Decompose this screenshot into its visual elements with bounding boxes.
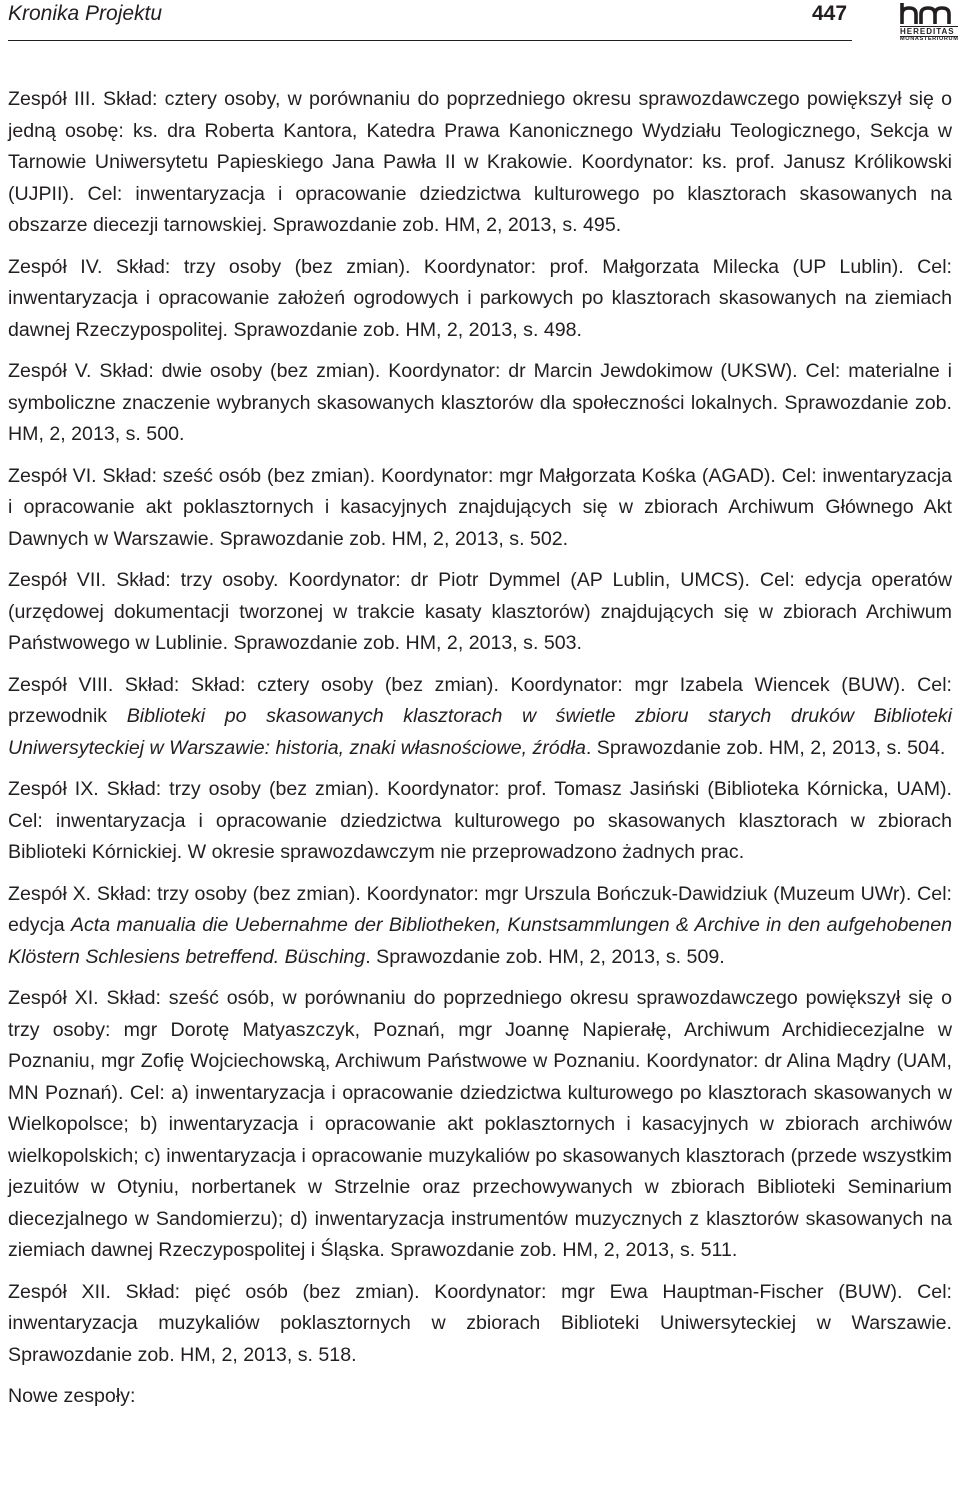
paragraph-zespol-7: Zespół VII. Skład: trzy osoby. Koordynator: dr Piotr Dymmel (AP Lublin, UMCS). Cel: edycja operatów (urzędowej dokumentacji tworzonej w trakcie kasaty klasztorów) znajdujących się w zbiorach Archiwum Państwowego w Lublinie. Sprawozdanie zob. HM, 2, 2013, s. 503.	[8, 569, 952, 654]
paragraph-nowe-zespoly: Nowe zespoły:	[8, 1385, 136, 1407]
page-number: 447	[812, 2, 848, 25]
article-body	[8, 84, 952, 1423]
page-header	[0, 0, 960, 48]
hm-logo-icon	[900, 3, 958, 25]
paragraph-zespol-12: Zespół XII. Skład: pięć osób (bez zmian). Koordynator: mgr Ewa Hauptman-Fischer (BUW). Cel: inwentaryzacja muzykaliów poklasztornych w zbiorach Biblioteki Uniwersyteckiej w Warszawie. Sprawozdanie zob. HM, 2, 2013, s. 518.	[8, 1280, 952, 1366]
logo-text-hereditas: HEREDITAS	[900, 27, 955, 36]
paragraph-zespol-5: Zespół V. Skład: dwie osoby (bez zmian). Koordynator: dr Marcin Jewdokimow (UKSW). Cel: materialne i symboliczne znaczenie wybranych skasowanych klasztorów dla społeczności lokalnych. Sprawozdanie zob. HM, 2, 2013, s. 500.	[8, 360, 952, 445]
paragraph-zespol-6: Zespół VI. Skład: sześć osób (bez zmian). Koordynator: mgr Małgorzata Kośka (AGAD). Cel: inwentaryzacja i opracowanie akt poklasztornych i kasacyjnych znajdujących się w zbiorach Archiwum Głównego Akt Dawnych w Warszawie. Sprawozdanie zob. HM, 2, 2013, s. 502.	[8, 464, 952, 550]
paragraph-zespol-4: Zespół IV. Skład: trzy osoby (bez zmian). Koordynator: prof. Małgorzata Milecka (UP Lublin). Cel: inwentaryzacja i opracowanie założeń ogrodowych i parkowych po klasztorach skasowanych na ziemiach dawnej Rzeczypospolitej. Sprawozdanie zob. HM, 2, 2013, s. 498.	[8, 255, 952, 341]
paragraph-zespol-3: Zespół III. Skład: cztery osoby, w porównaniu do poprzedniego okresu sprawozdawczego powiększył się o jedną osobę: ks. dra Roberta Kantora, Katedra Prawa Kanonicznego Wydziału Teologicznego, Sekcja w Tarnowie Uniwersytetu Papieskiego Jana Pawła II w Krakowie. Koordynator: ks. prof. Janusz Królikowski (UJPII). Cel: inwentaryzacja i opracowanie dziedzictwa kulturowego po klasztorach skasowanych na obszarze diecezji tarnowskiej. Sprawozdanie zob. HM, 2, 2013, s. 495.	[8, 88, 952, 236]
paragraph-zespol-10: Zespół X. Skład: trzy osoby (bez zmian). Koordynator: mgr Urszula Bończuk-Dawidziuk (Muzeum UWr). Cel: edycja Acta manualia die Uebernahme der Bibliotheken, Kunstsammlungen & Archive in den aufgehobenen Klöstern Schlesiens betreffend. Büsching. Sprawozdanie zob. HM, 2, 2013, s. 509.	[8, 882, 952, 968]
italic-title: Acta manualia die Uebernahme der Bibliotheken, Kunstsammlungen & Archive in den aufgehobenen Klöstern Schlesiens betreffend. Büsching	[8, 914, 952, 968]
paragraph-zespol-8: Zespół VIII. Skład: Skład: cztery osoby (bez zmian). Koordynator: mgr Izabela Wiencek (BUW). Cel: przewodnik Biblioteki po skasowanych klasztorach w świetle zbioru starych druków Biblioteki Uniwersyteckiej w Warszawie: historia, znaki własnościowe, źródła. Sprawozdanie zob. HM, 2, 2013, s. 504.	[8, 673, 952, 759]
paragraph-zespol-11: Zespół XI. Skład: sześć osób, w porównaniu do poprzedniego okresu sprawozdawczego powiększył się o trzy osoby: mgr Dorotę Matyaszczyk, Poznań, mgr Joannę Napierałę, Archiwum Archidiecezjalne w Poznaniu, mgr Zofię Wojciechowską, Archiwum Państwowe w Poznaniu. Koordynator: dr Alina Mądry (UAM, MN Poznań). Cel: a) inwentaryzacja i opracowanie dziedzictwa kulturowego po klasztorach skasowanych w Wielkopolsce; b) inwentaryzacja i opracowanie akt poklasztornych i kasacyjnych w zbiorach archiwów wielkopolskich; c) inwentaryzacja i opracowanie muzykaliów po skasowanych klasztorach (przede wszystkim jezuitów w Otyniu, norbertanek w Strzelnie oraz przechowywanych w zbiorach Biblioteki Seminarium diecezjalnego w Sandomierzu); d) inwentaryzacja instrumentów muzycznych z klasztorów skasowanych na ziemiach dawnej Rzeczypospolitej i Śląska. Sprawozdanie zob. HM, 2, 2013, s. 511.	[8, 987, 952, 1261]
header-rule	[8, 40, 852, 41]
italic-title: Biblioteki po skasowanych klasztorach w świetle zbioru starych druków Biblioteki Uniwersyteckiej w Warszawie: historia, znaki własnościowe, źródła	[8, 705, 952, 759]
running-title: Kronika Projektu	[8, 2, 163, 25]
paragraph-zespol-9: Zespół IX. Skład: trzy osoby (bez zmian). Koordynator: prof. Tomasz Jasiński (Biblioteka Kórnicka, UAM). Cel: inwentaryzacja i opracowanie dziedzictwa kulturowego po skasowanych klasztorach w zbiorach Biblioteki Kórnickiej. W okresie sprawozdawczym nie przeprowadzono żadnych prac.	[8, 778, 952, 863]
hm-logo	[900, 3, 958, 47]
logo-text-monasteriorum: MONASTERIORUM	[900, 36, 959, 42]
